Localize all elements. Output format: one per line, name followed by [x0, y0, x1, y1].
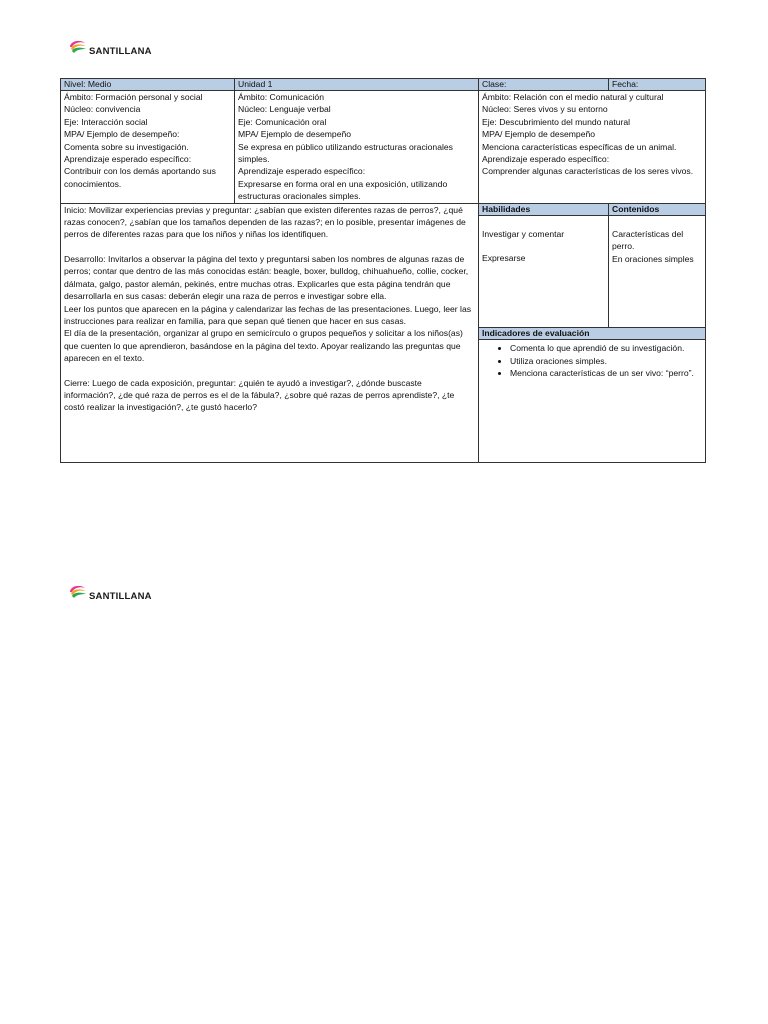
aprendizaje-label-3: Aprendizaje esperado específico: — [482, 154, 610, 165]
indicadores-cell — [479, 340, 706, 462]
mpa-label-2: MPA/ Ejemplo de desempeño — [238, 129, 352, 140]
ambito-1: Ámbito: Formación personal y social — [64, 92, 203, 102]
contenido-2: En oraciones simples — [612, 253, 694, 264]
santillana-swirl-icon — [68, 583, 88, 603]
header-row — [61, 79, 706, 91]
eje-1: Eje: Interacción social — [64, 116, 148, 127]
aprendizaje-label-2: Aprendizaje esperado específico: — [238, 166, 366, 177]
mpa-text-3: Menciona características específicas de un animal. — [482, 141, 677, 152]
santillana-logo — [68, 38, 152, 58]
habilidades-cell — [479, 215, 609, 327]
objectives-row — [61, 91, 706, 204]
contenidos-header: Contenidos — [609, 203, 706, 215]
mpa-text-2: Se expresa en público utilizando estructuras oracionales simples. — [238, 141, 453, 165]
clase-cell: Clase: — [479, 79, 609, 91]
santillana-logo-page-2 — [68, 583, 152, 603]
fecha-cell: Fecha: — [609, 79, 706, 91]
aprendizaje-text-3: Comprender algunas características de los seres vivos. — [482, 166, 694, 177]
nucleo-2: Núcleo: Lenguaje verbal — [238, 104, 331, 115]
contenido-1: Características del perro. — [612, 228, 684, 252]
habilidades-header: Habilidades — [479, 203, 609, 215]
desarrollo-text: Desarrollo: Invitarlos a observar la página del texto y preguntarsi saben los nombres de algunas razas de perros; contar que dentro de las más conocidas están: beagle, boxer, bulldog, chihuahueño, collie, cocker, dálmata, galgo, pastor alemán, pekinés, entre muchas otras. Explicarles que esta página tendrán que desarrollarla en sus casas: deberán elegir una raza de perros e investigar sobre ella. — [64, 253, 469, 302]
indicador-item: • Menciona características de un ser vivo: “perro”. — [510, 367, 702, 379]
objectives-col-1 — [61, 91, 235, 204]
mpa-label-3: MPA/ Ejemplo de desempeño — [482, 129, 596, 140]
santillana-swirl-icon — [68, 38, 88, 58]
inicio-text: Inicio: Movilizar experiencias previas y preguntar: ¿sabían que existen diferentes razas de perros?, ¿qué razas conocen?, ¿sabían que los tamaños dependen de las razas?; en lo posible, presentar imágenes de perros de diferentes razas para que los niños y niñas los identifiquen. — [64, 204, 466, 240]
mpa-label-1: MPA/ Ejemplo de desempeño: — [64, 129, 180, 140]
objectives-col-2 — [235, 91, 479, 204]
santillana-logo-text: SANTILLANA — [89, 590, 152, 602]
objectives-col-3 — [479, 91, 706, 204]
activities-cell — [61, 203, 479, 462]
indicador-item: • Comenta lo que aprendió de su investigación. — [510, 342, 702, 354]
mpa-text-1: Comenta sobre su investigación. — [64, 141, 189, 152]
aprendizaje-text-1: Contribuir con los demás aportando sus conocimientos. — [64, 166, 216, 189]
indicador-item: • Utiliza oraciones simples. — [510, 355, 702, 367]
lesson-plan-table — [60, 78, 706, 463]
ambito-2: Ámbito: Comunicación — [238, 92, 324, 102]
nucleo-1: Núcleo: convivencia — [64, 104, 141, 115]
presentacion-text: El día de la presentación, organizar al grupo en semicírculo o grupos pequeños y solicitar a los niños(as) que cuenten lo que aprendieron, basándose en la página del texto. Apoyar realizando las preguntas que aparecen en el texto. — [64, 328, 463, 364]
eje-2: Eje: Comunicación oral — [238, 116, 327, 127]
ambito-3: Ámbito: Relación con el medio natural y cultural — [482, 92, 664, 102]
indicadores-list — [482, 342, 702, 379]
aprendizaje-text-2: Expresarse en forma oral en una exposición, utilizando estructuras oracionales simples. — [238, 178, 448, 202]
habilidad-1: Investigar y comentar — [482, 228, 565, 239]
cierre-text: Cierre: Luego de cada exposición, preguntar: ¿quién te ayudó a investigar?, ¿dónde buscaste información?, ¿de qué raza de perros es el de la fábula?, ¿sobre qué razas de perros aprendiste?, ¿te costó realizar la investigación?, ¿te gustó hacerlo? — [64, 377, 455, 413]
nucleo-3: Núcleo: Seres vivos y su entorno — [482, 104, 608, 115]
nivel-cell: Nivel: Medio — [61, 79, 235, 91]
habilidad-2: Expresarse — [482, 253, 526, 264]
aprendizaje-label-1: Aprendizaje esperado específico: — [64, 154, 192, 165]
unidad-cell: Unidad 1 — [235, 79, 479, 91]
leer-text: Leer los puntos que aparecen en la página y calendarizar las fechas de las presentaciones. Luego, leer las instrucciones para realizar en familia, para que sepan qué tienen que hacer en sus casas. — [64, 303, 472, 326]
contenidos-cell — [609, 215, 706, 327]
santillana-logo-text: SANTILLANA — [89, 45, 152, 57]
eje-3: Eje: Descubrimiento del mundo natural — [482, 116, 631, 127]
activities-row — [61, 203, 706, 215]
indicadores-header: Indicadores de evaluación — [479, 328, 706, 340]
